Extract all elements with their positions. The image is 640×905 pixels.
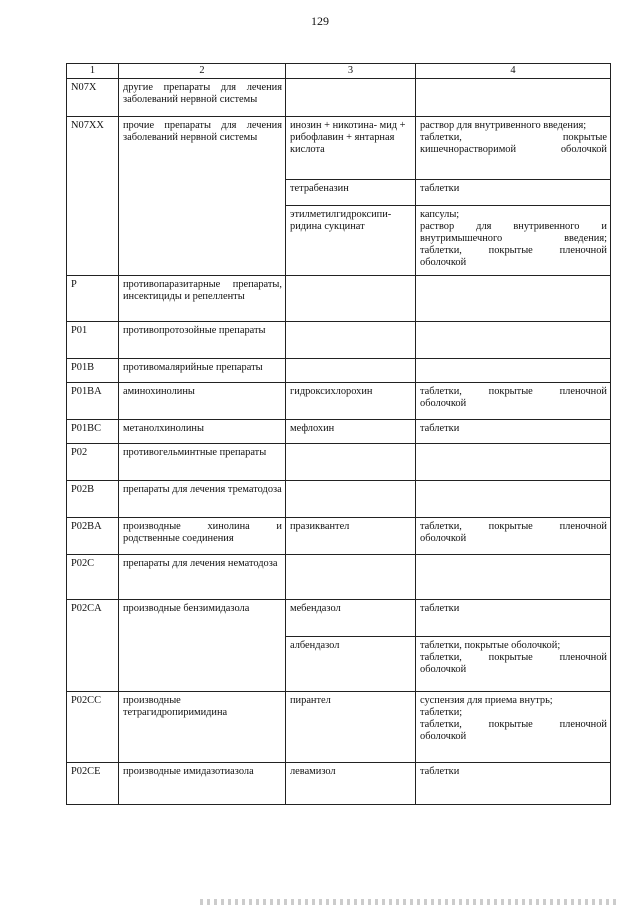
dosage-forms-cell (416, 444, 611, 481)
table-body (67, 79, 611, 805)
atc-code-cell: N07X (67, 79, 119, 117)
atc-code-cell: P02C (67, 555, 119, 600)
drug-name-cell (286, 322, 416, 359)
pharmacological-group-cell: противопротозойные препараты (119, 322, 286, 359)
dosage-form: таблетки, покрытые пленочной оболочкой (420, 386, 607, 409)
column-header-row (67, 64, 611, 79)
dosage-form: раствор для внутривенного и внутримышечного введения; (420, 221, 607, 244)
dosage-forms-cell (416, 117, 611, 180)
dosage-forms-cell (416, 206, 611, 276)
dosage-forms-cell (416, 600, 611, 637)
drug-name-cell (286, 359, 416, 383)
table-row (67, 692, 611, 763)
table-row (67, 79, 611, 117)
drug-name-cell: гидроксихлорохин (286, 383, 416, 420)
atc-code-cell: P01BC (67, 420, 119, 444)
drug-name-cell (286, 444, 416, 481)
atc-code-cell: P02BA (67, 518, 119, 555)
pharmacological-group-cell: производные бензимидазола (119, 600, 286, 692)
atc-code-cell: N07XX (67, 117, 119, 276)
pharmacological-group-cell: прочие препараты для лечения заболеваний нервной системы (119, 117, 286, 276)
dosage-forms-cell (416, 692, 611, 763)
drug-name-cell (286, 276, 416, 322)
table-row (67, 322, 611, 359)
drug-name-cell: албендазол (286, 637, 416, 692)
table-row (67, 600, 611, 637)
atc-code-cell: P (67, 276, 119, 322)
drug-name-cell (286, 555, 416, 600)
atc-code-cell: P02CC (67, 692, 119, 763)
dosage-form: таблетки, покрытые пленочной оболочкой (420, 245, 607, 268)
dosage-forms-cell (416, 322, 611, 359)
dosage-forms-cell (416, 383, 611, 420)
column-header: 4 (416, 64, 611, 79)
scan-artifact (200, 899, 620, 905)
drug-name-cell: мефлохин (286, 420, 416, 444)
table-row (67, 555, 611, 600)
drug-name-cell: инозин + никотина- мид + рибофлавин + янтарная кислота (286, 117, 416, 180)
atc-code-cell: P02 (67, 444, 119, 481)
atc-code-cell: P02B (67, 481, 119, 518)
drug-name-cell: тетрабеназин (286, 180, 416, 206)
table-row (67, 359, 611, 383)
dosage-forms-cell (416, 555, 611, 600)
dosage-form: таблетки (420, 423, 460, 434)
dosage-form: таблетки, покрытые оболочкой; (420, 640, 561, 651)
atc-code-cell: P01 (67, 322, 119, 359)
dosage-form: таблетки (420, 603, 460, 614)
column-header: 1 (67, 64, 119, 79)
column-header: 3 (286, 64, 416, 79)
pharmacological-group-cell: производные имидазотиазола (119, 763, 286, 805)
page-number: 129 (311, 14, 329, 28)
drug-table (66, 63, 611, 805)
pharmacological-group-cell: метанолхинолины (119, 420, 286, 444)
dosage-forms-cell (416, 276, 611, 322)
dosage-form: таблетки, покрытые кишечнорастворимой оболочкой (420, 132, 607, 155)
dosage-form: таблетки, покрытые пленочной оболочкой (420, 652, 607, 675)
table-row (67, 383, 611, 420)
dosage-forms-cell (416, 180, 611, 206)
dosage-forms-cell (416, 359, 611, 383)
dosage-forms-cell (416, 420, 611, 444)
table-row (67, 444, 611, 481)
dosage-form: таблетки, покрытые пленочной оболочкой (420, 521, 607, 544)
column-header: 2 (119, 64, 286, 79)
drug-name-cell: мебендазол (286, 600, 416, 637)
table-row (67, 420, 611, 444)
atc-code-cell: P02CE (67, 763, 119, 805)
dosage-forms-cell (416, 637, 611, 692)
atc-code-cell: P02CA (67, 600, 119, 692)
dosage-forms-cell (416, 518, 611, 555)
pharmacological-group-cell: препараты для лечения нематодоза (119, 555, 286, 600)
pharmacological-group-cell: производные хинолина и родственные соединения (119, 518, 286, 555)
pharmacological-group-cell: препараты для лечения трематодоза (119, 481, 286, 518)
pharmacological-group-cell: аминохинолины (119, 383, 286, 420)
table-row (67, 518, 611, 555)
table-row (67, 276, 611, 322)
dosage-form: таблетки (420, 183, 460, 194)
atc-code-cell: P01BA (67, 383, 119, 420)
pharmacological-group-cell: противогельминтные препараты (119, 444, 286, 481)
dosage-forms-cell (416, 481, 611, 518)
drug-name-cell (286, 79, 416, 117)
drug-name-cell: этилметилгидроксипи- ридина сукцинат (286, 206, 416, 276)
atc-code-cell: P01B (67, 359, 119, 383)
table-row (67, 117, 611, 180)
dosage-form: таблетки (420, 766, 460, 777)
dosage-form: таблетки, покрытые пленочной оболочкой (420, 719, 607, 742)
pharmacological-group-cell: противопаразитарные препараты, инсектициды и репелленты (119, 276, 286, 322)
table-row (67, 763, 611, 805)
dosage-forms-cell (416, 763, 611, 805)
pharmacological-group-cell: другие препараты для лечения заболеваний нервной системы (119, 79, 286, 117)
dosage-form: капсулы; (420, 209, 460, 220)
pharmacological-group-cell: производные тетрагидропиримидина (119, 692, 286, 763)
dosage-form: суспензия для приема внутрь; (420, 695, 553, 706)
pharmacological-group-cell: противомалярийные препараты (119, 359, 286, 383)
drug-name-cell: пирантел (286, 692, 416, 763)
drug-name-cell: левамизол (286, 763, 416, 805)
drug-name-cell (286, 481, 416, 518)
dosage-forms-cell (416, 79, 611, 117)
dosage-form: таблетки; (420, 707, 463, 718)
drug-name-cell: празиквантел (286, 518, 416, 555)
dosage-form: раствор для внутривенного введения; (420, 120, 587, 131)
table-row (67, 481, 611, 518)
